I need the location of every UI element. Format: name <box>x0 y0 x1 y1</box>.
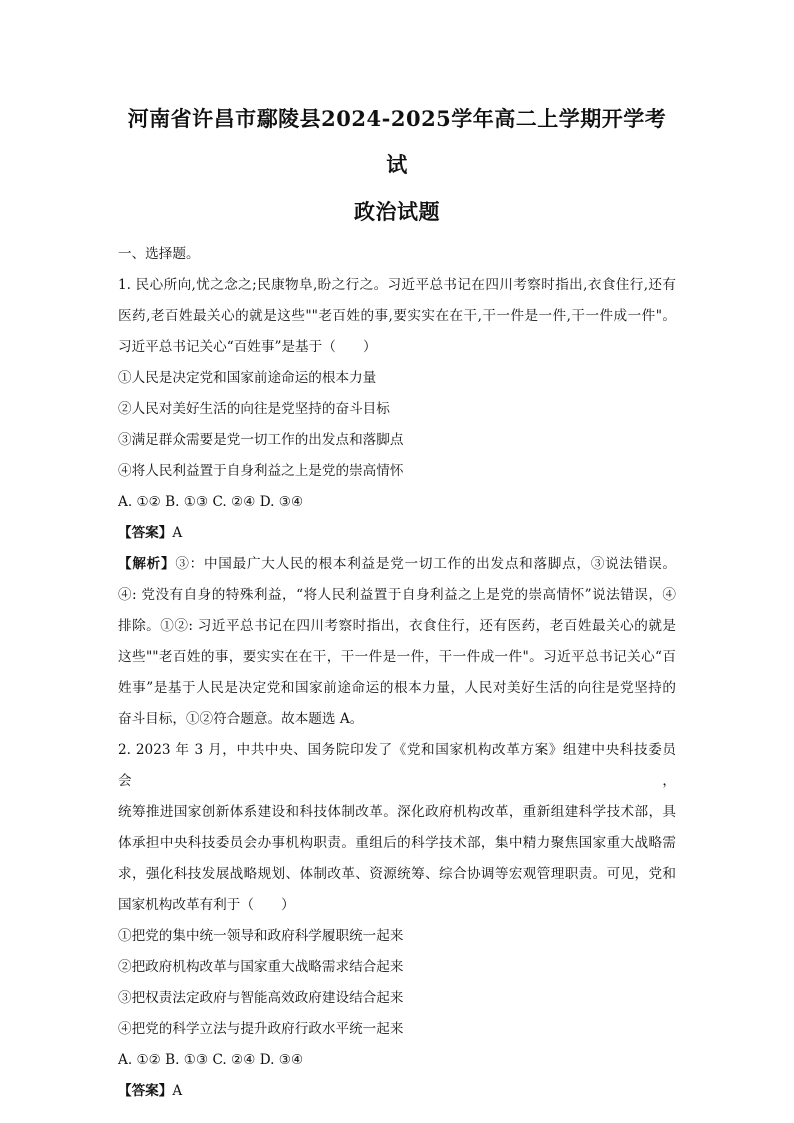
option-1: ①把党的集中统一领导和政府科学履职统一起来 <box>118 928 404 944</box>
analysis-label: 【解析】 <box>118 556 176 572</box>
section-heading: 一、选择题。 <box>118 246 200 262</box>
question-stem-line: 求，强化科技发展战略规划、体制改革、资源统筹、综合协调等宏观管理职责。可见，党和 <box>118 866 676 882</box>
question-stem-line: 统筹推进国家创新体系建设和科技体制改革。深化政府机构改革，重新组建科学技术部，具 <box>118 804 676 820</box>
option-4: ④将人民利益置于自身利益之上是党的崇高情怀 <box>118 463 404 479</box>
question-stem-line: 体承担中央科技委员会办事机构职责。重组后的科学技术部，集中精力聚焦国家重大战略需 <box>118 835 676 851</box>
answer-choices: A. ①② B. ①③ C. ②④ D. ③④ <box>118 1052 304 1068</box>
answer-label: 【答案】 <box>118 1083 173 1099</box>
answer-line <box>118 518 676 549</box>
option-2: ②人民对美好生活的向往是党坚持的奋斗目标 <box>118 401 390 417</box>
analysis-line: 奋斗目标，①②符合题意。故本题选 A。 <box>118 711 364 727</box>
document-title: 河南省许昌市鄢陵县2024-2025学年高二上学期开学考试 <box>127 106 667 177</box>
question-stem-line: 国家机构改革有利于（ ） <box>118 897 295 913</box>
analysis-text: ③：中国最广大人民的根本利益是党一切工作的出发点和落脚点，③说法错误。 <box>175 556 677 572</box>
analysis-line: 这些""老百姓的事，要实实在在干，干一件是一件，干一件成一件"。习近平总书记关心“百 <box>118 649 676 665</box>
option-4: ④把党的科学立法与提升政府行政水平统一起来 <box>118 1021 404 1037</box>
answer-label: 【答案】 <box>118 525 173 541</box>
document-subtitle: 政治试题 <box>354 199 440 224</box>
question-1 <box>118 270 676 735</box>
answer-choices: A. ①② B. ①③ C. ②④ D. ③④ <box>118 494 304 510</box>
question-2 <box>118 735 676 1107</box>
question-stem-line: 医药,老百姓最关心的就是这些""老百姓的事,要实实在在干,干一件是一件,干一件成一件"。 <box>118 308 676 324</box>
question-stem-line: 2. 2023 年 3 月，中共中央、国务院印发了《党和国家机构改革方案》组建中央科技委员会， <box>118 742 676 789</box>
option-2: ②把政府机构改革与国家重大战略需求结合起来 <box>118 959 404 975</box>
answer-value: A <box>172 525 183 541</box>
analysis-line: 排除。①②: 习近平总书记在四川考察时指出，衣食住行，还有医药，老百姓最关心的就是 <box>118 618 676 634</box>
option-3: ③把权责法定政府与智能高效政府建设结合起来 <box>118 990 404 1006</box>
analysis-line <box>118 549 676 580</box>
analysis-line: ④: 党没有自身的特殊利益，“将人民利益置于自身利益之上是党的崇高情怀”说法错误，④ <box>118 587 676 603</box>
question-stem-line: 习近平总书记关心“百姓事”是基于（ ） <box>118 339 377 355</box>
option-1: ①人民是决定党和国家前途命运的根本力量 <box>118 370 377 386</box>
analysis-line: 姓事”是基于人民是决定党和国家前途命运的根本力量，人民对美好生活的向往是党坚持的 <box>118 680 676 696</box>
answer-line <box>118 1076 676 1107</box>
option-3: ③满足群众需要是党一切工作的出发点和落脚点 <box>118 432 404 448</box>
answer-value: A <box>172 1083 183 1099</box>
question-stem-line: 1. 民心所向,忧之念之;民康物阜,盼之行之。习近平总书记在四川考察时指出,衣食住行,还有 <box>118 277 676 293</box>
